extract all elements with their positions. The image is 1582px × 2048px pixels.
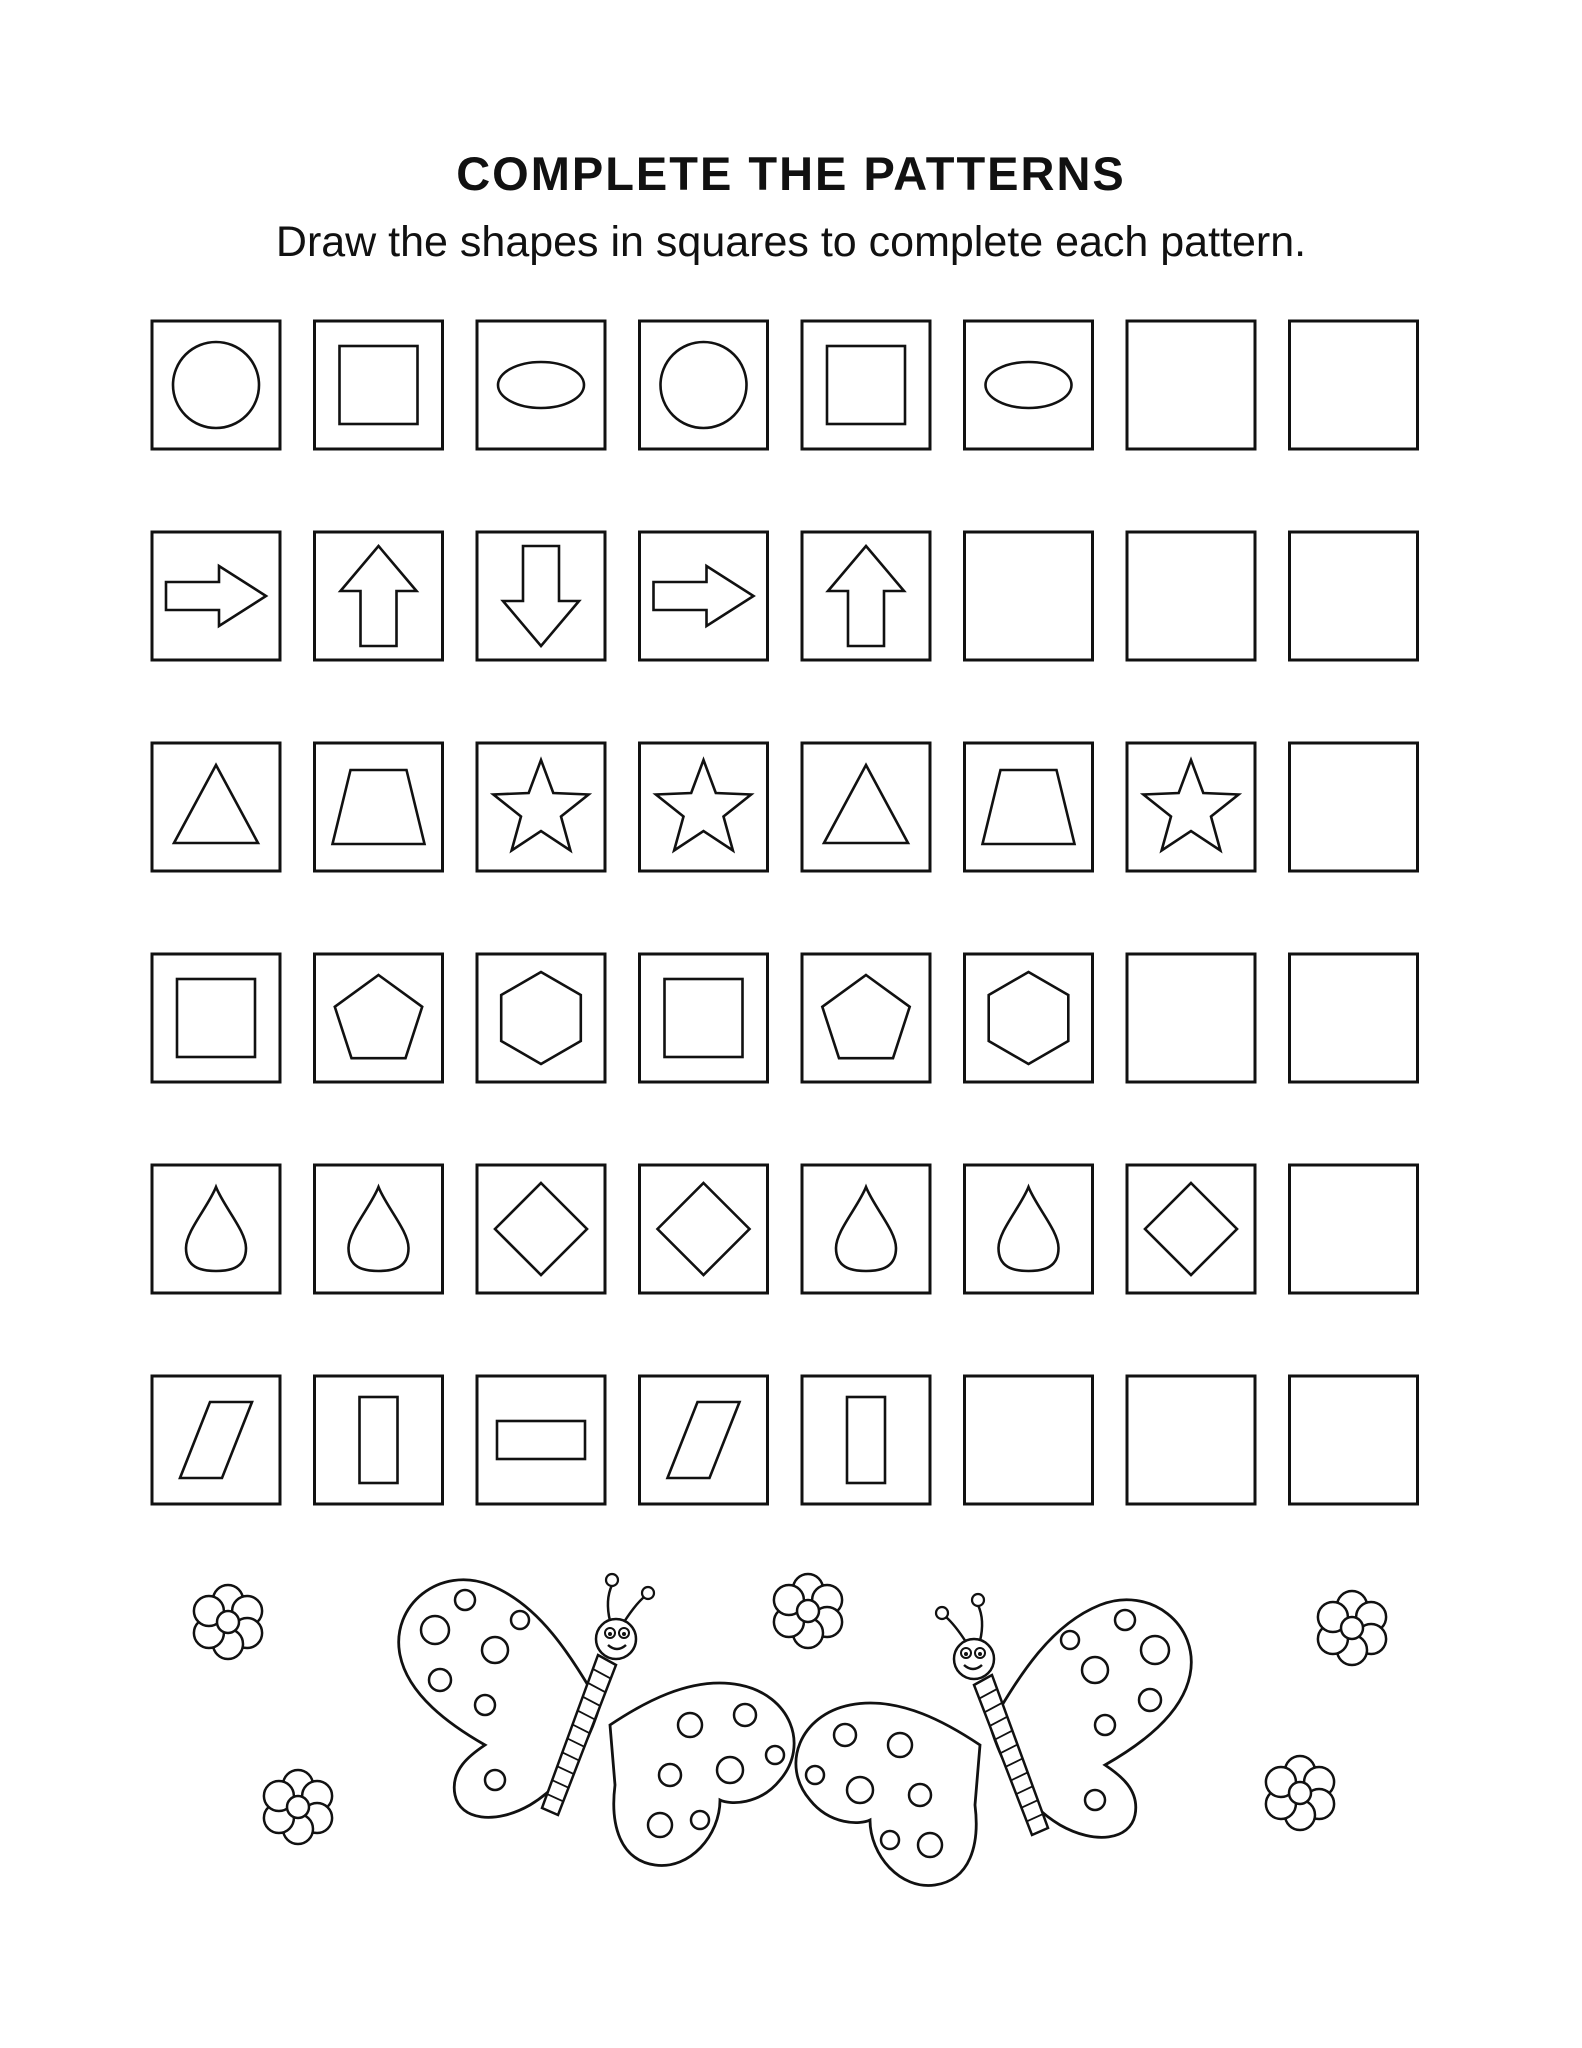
flower-icon [264,1770,332,1844]
instructions-text: Draw the shapes in squares to complete each pattern. [275,218,1307,266]
flower-icon [1318,1591,1386,1665]
butterfly-icon [796,1594,1191,1885]
flower-icon [1266,1756,1334,1830]
flower-icon [774,1574,842,1648]
page-title: COMPLETE THE PATTERNS [456,147,1126,200]
butterfly-icon [399,1574,794,1865]
flower-icon [194,1585,262,1659]
